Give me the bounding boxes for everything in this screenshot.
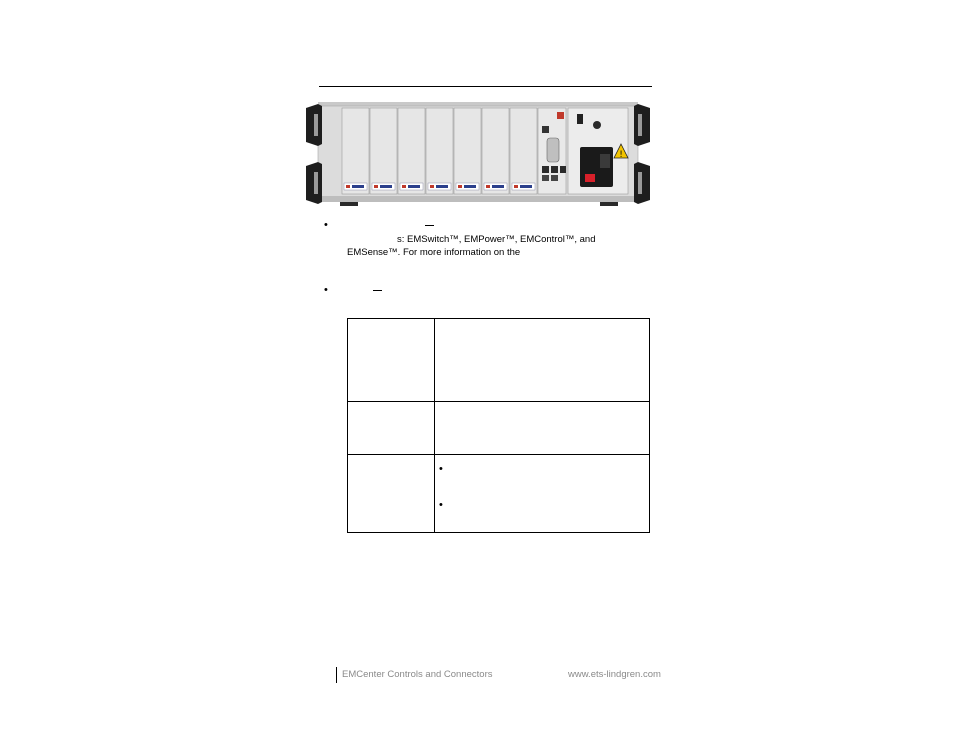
table-row-divider-1 xyxy=(348,401,649,402)
footer-title: EMCenter Controls and Connectors xyxy=(342,669,493,680)
table-cell-bullet-2: • xyxy=(439,499,443,511)
table-column-divider xyxy=(434,319,435,532)
card-slots xyxy=(342,108,537,194)
info-table xyxy=(347,318,650,533)
bullet-1-line-1: s: EMSwitch™, EMPower™, EMControl™, and xyxy=(397,234,596,245)
bullet-2-dash xyxy=(373,290,382,291)
emcenter-chassis-photo xyxy=(304,100,652,210)
bullet-1-line-2: EMSense™. For more information on the xyxy=(347,247,521,258)
table-row-divider-2 xyxy=(348,454,649,455)
bullet-1-marker: • xyxy=(324,219,328,231)
header-rule xyxy=(319,86,652,87)
footer-rule xyxy=(336,667,337,683)
table-cell-bullet-1: • xyxy=(439,463,443,475)
footer-url: www.ets-lindgren.com xyxy=(568,669,661,680)
bullet-2-marker: • xyxy=(324,284,328,296)
bullet-1-dash xyxy=(425,225,434,226)
svg-text:!: ! xyxy=(619,150,623,160)
